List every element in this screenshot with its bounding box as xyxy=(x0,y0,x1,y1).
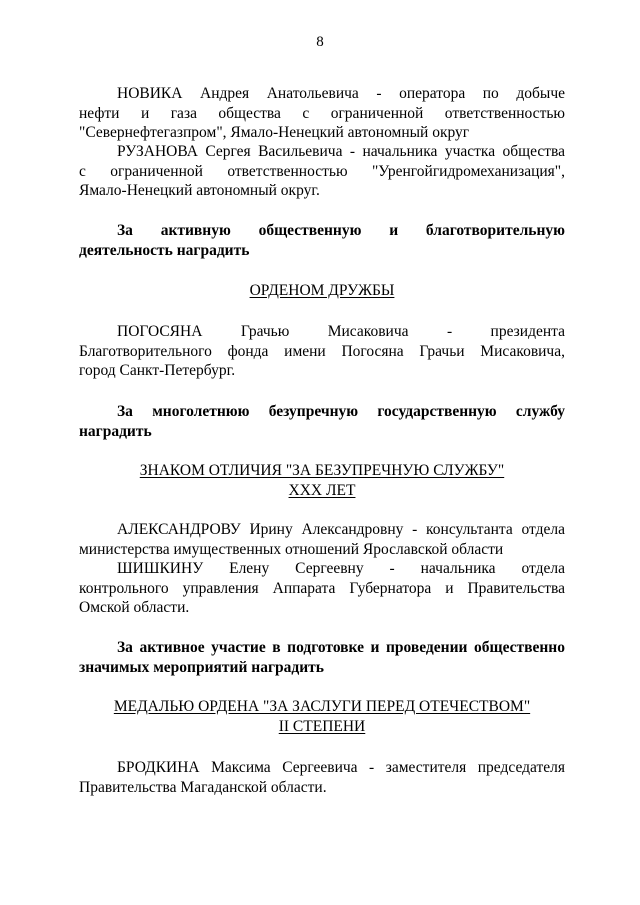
page-number: 8 xyxy=(316,34,324,50)
award-title-line: ЗНАКОМ ОТЛИЧИЯ "ЗА БЕЗУПРЕЧНУЮ СЛУЖБУ" xyxy=(139,462,505,479)
nominee-paragraph xyxy=(79,520,565,559)
award-reason-heading xyxy=(79,402,565,441)
nominee-paragraph xyxy=(79,142,565,201)
award-title xyxy=(79,697,565,736)
text-line: город Санкт-Петербург. xyxy=(79,362,236,379)
text-line: Омской области. xyxy=(79,599,190,616)
text-line: наградить xyxy=(79,422,152,440)
text-line: БРОДКИНА Максима Сергеевича - заместителя председателя xyxy=(117,759,565,776)
text-line: АЛЕКСАНДРОВУ Ирину Александровну - консультанта отдела xyxy=(117,521,565,538)
text-line: "Севернефтегазпром", Ямало-Ненецкий автономный округ xyxy=(79,124,470,141)
award-reason-heading xyxy=(79,638,565,677)
award-title xyxy=(79,281,565,301)
text-line: РУЗАНОВА Сергея Васильевича - начальника участка общества xyxy=(117,143,565,160)
text-line: ШИШКИНУ Елену Сергеевну - начальника отдела xyxy=(117,560,565,577)
text-line: с ограниченной ответственностью "Уренгойгидромеханизация", xyxy=(79,162,565,180)
award-title-line: II СТЕПЕНИ xyxy=(278,717,366,735)
text-line: значимых мероприятий наградить xyxy=(79,658,324,676)
text-line: нефти и газа общества с ограниченной ответственностью xyxy=(79,104,565,122)
text-line: ПОГОСЯНА Грачью Мисаковича - президента xyxy=(117,323,565,340)
text-line: НОВИКА Андрея Анатольевича - оператора по добыче xyxy=(117,85,565,102)
nominee-paragraph xyxy=(79,559,565,618)
award-title-line: МЕДАЛЬЮ ОРДЕНА "ЗА ЗАСЛУГИ ПЕРЕД ОТЕЧЕСТВОМ" xyxy=(113,698,531,715)
text-line: Правительства Магаданской области. xyxy=(79,778,327,796)
text-line: За активную общественную и благотворительную xyxy=(117,222,565,239)
text-line: Ямало-Ненецкий автономный округ. xyxy=(79,182,320,199)
text-line: За многолетнюю безупречную государственную службу xyxy=(117,403,565,420)
award-reason-heading xyxy=(79,221,565,260)
text-line: Благотворительного фонда имени Погосяна Грачьи Мисаковича, xyxy=(79,342,565,360)
text-line: контрольного управления Аппарата Губернатора и Правительства xyxy=(79,579,565,597)
award-title xyxy=(79,461,565,500)
award-title-line: ОРДЕНОМ ДРУЖБЫ xyxy=(249,282,395,299)
text-line: министерства имущественных отношений Ярославской области xyxy=(79,540,504,558)
nominee-paragraph xyxy=(79,322,565,381)
nominee-paragraph xyxy=(79,758,565,797)
text-line: деятельность наградить xyxy=(79,241,250,259)
text-line: За активное участие в подготовке и проведении общественно xyxy=(117,639,565,656)
nominee-paragraph xyxy=(79,84,565,143)
award-title-line: XXX ЛЕТ xyxy=(288,481,356,499)
